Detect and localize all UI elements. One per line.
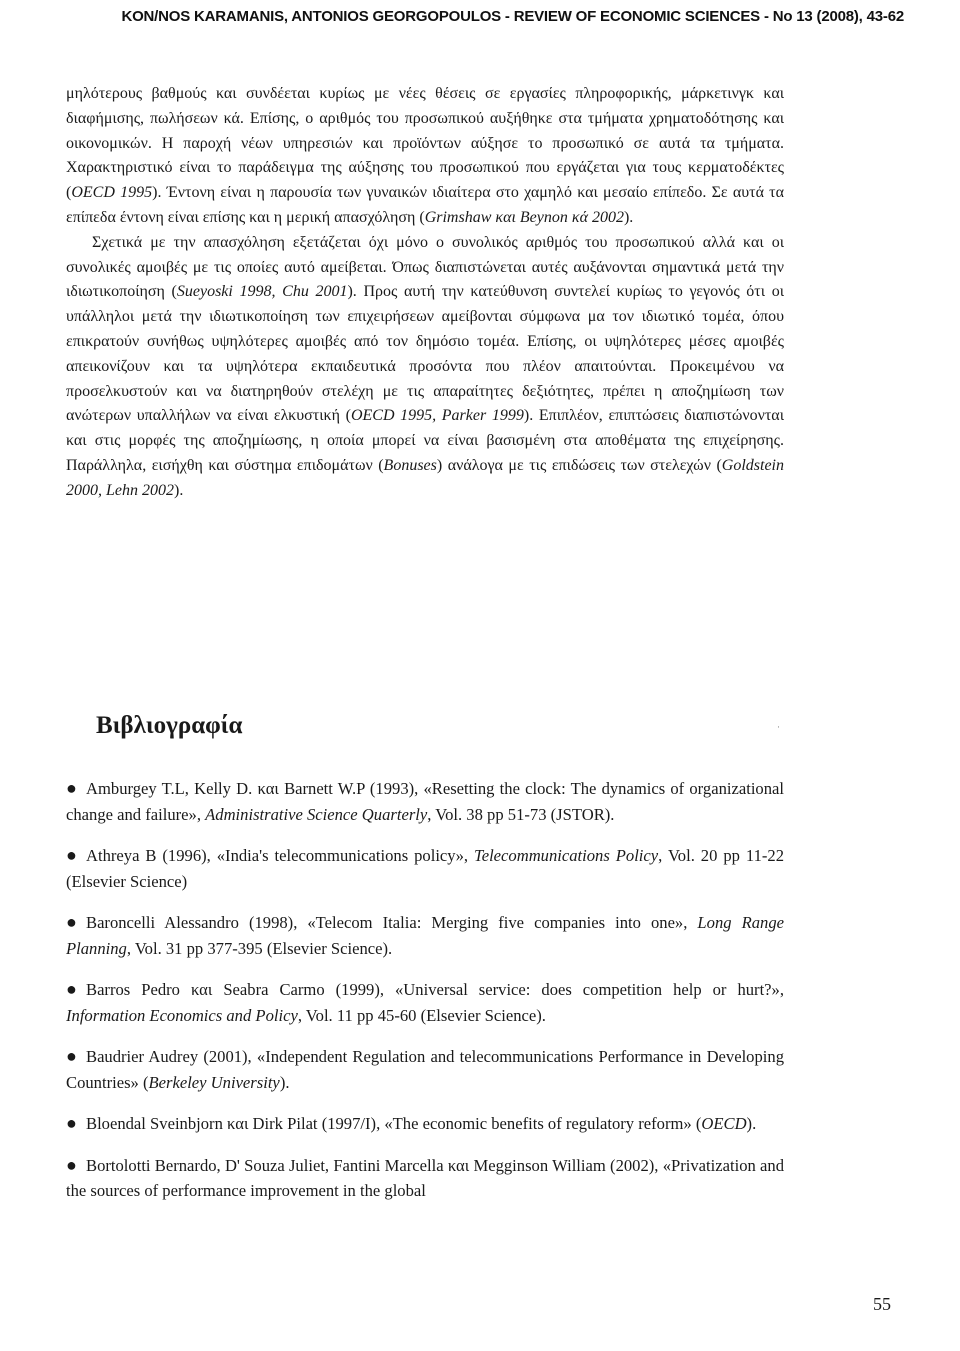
citation: Goldstein 2000, Lehn 2002: [66, 456, 784, 499]
section-title-bibliography: Βιβλιογραφία: [96, 712, 243, 739]
journal-title: Berkeley University: [148, 1072, 280, 1092]
scan-mark: ·: [777, 722, 780, 732]
journal-title: Telecommunications Policy: [474, 846, 659, 865]
body-text: [66, 82, 784, 504]
bullet-icon: ●: [66, 1113, 77, 1133]
journal-title: Information Economics and Policy: [66, 1005, 298, 1025]
citation: Sueyoski 1998, Chu 2001: [176, 283, 348, 301]
reference-item: ● Athreya B (1996), «India's telecommunications policy», Telecommunications Policy, Vol. 20 pp 11-22 (Elsevier Science): [66, 845, 784, 891]
reference-item: ● Bortolotti Bernardo, D' Souza Juliet, Fantini Marcella και Megginson William (2002), «Privatization and the sources of performance improvement in the global: [66, 1154, 784, 1200]
citation: OECD 1995, Parker 1999: [350, 407, 524, 425]
journal-title: OECD: [701, 1114, 747, 1133]
citation: OECD 1995: [71, 184, 153, 202]
bullet-icon: ●: [66, 1046, 77, 1066]
reference-list: [66, 776, 784, 1220]
bullet-icon: ●: [66, 1154, 77, 1175]
bullet-icon: ●: [66, 778, 77, 798]
paragraph-2: Σχετικά με την απασχόληση εξετάζεται όχι μόνο ο συνολικός αριθμός του προσωπικού αλλά και οι συνολικές αμοιβές με τις οποίες αυτό αμείβεται. Όπως διαπιστώνεται αυτές αυξάνονται σημαντικά μετά την ιδιωτικοποίηση (Sueyoski 1998, Chu 2001). Προς αυτή την κατεύθυνση συντελεί κυρίως το γεγονός ότι οι υπάλληλοι μετά την ιδιωτικοποίηση των επιχειρήσεων αμείβονται σύμφωνα μα τον ιδιωτικό τομέα, όπου επικρατούν συνήθως υψηλότερες αμοιβές από τον δημόσιο τομέα. Επίσης, οι υψηλότερες μέσες αμοιβές απεικονίζουν και τα υψηλότερα εκπαιδευτικά προσόντα που πλέον απαιτούνται. Προκειμένου να προσελκυστούν και να διατηρηθούν στελέχη με τις απαραίτητες δεξιότητες, πρέπει η αποζημίωση των ανώτερων υπαλλήλων να είναι ελκυστική (OECD 1995, Parker 1999). Επιπλέον, επιπτώσεις διαπιστώνονται και στις μορφές της αποζημίωσης, η οποία μπορεί να είναι βασισμένη στα αποθέματα της επιχείρησης. Παράλληλα, εισήχθη και σύστημα επιδομάτων (Bonuses) ανάλογα με τις επιδώσεις των στελεχών (Goldstein 2000, Lehn 2002).: [66, 233, 784, 499]
bullet-icon: ●: [66, 979, 77, 999]
reference-item: ● Amburgey T.L, Kelly D. και Barnett W.P (1993), «Resetting the clock: The dynamics of organizational change and failure», Administrative Science Quarterly, Vol. 38 pp 51-73 (JSTOR).: [66, 778, 784, 824]
journal-title: Administrative Science Quarterly: [205, 804, 428, 824]
citation: Bonuses: [383, 456, 437, 474]
reference-item: ● Baroncelli Alessandro (1998), «Telecom Italia: Merging five companies into one», Long Range Planning, Vol. 31 pp 377-395 (Elsevier Science).: [66, 912, 784, 958]
reference-item: ● Baudrier Audrey (2001), «Independent Regulation and telecommunications Performance in Developing Countries» (Berkeley University).: [66, 1046, 784, 1092]
bullet-icon: ●: [66, 912, 77, 932]
running-header: KON/NOS KARAMANIS, ANTONIOS GEORGOPOULOS - REVIEW OF ECONOMIC SCIENCES - No 13 (2008), 43-62: [121, 8, 904, 25]
journal-title: Long Range Planning: [66, 913, 784, 958]
citation: Grimshaw και Beynon κά 2002: [424, 208, 624, 226]
paragraph-1: μηλότερους βαθμούς και συνδέεται κυρίως με νέες θέσεις σε εργασίες πληροφορικής, μάρκετινγκ και διαφήμισης, πωλήσεων κά. Επίσης, ο αριθμός του προσωπικού αυξήθηκε στα τμήματα χρηματοδότησης και οικονομικών. Η παροχή νέων υπηρεσιών και προϊόντων αύξησε το προσωπικό σε αυτά τα τμήματα. Χαρακτηριστικό είναι το παράδειγμα της αύξησης του προσωπικού που εργάζεται για τους κερματοδέκτες (OECD 1995). Έντονη είναι η παρουσία των γυναικών ιδιαίτερα στο χαμηλό και μεσαίο επίπεδο. Σε αυτά τα επίπεδα έντονη είναι επίσης και η μερική απασχόληση (Grimshaw και Beynon κά 2002).: [66, 85, 784, 226]
reference-item: ● Bloendal Sveinbjorn και Dirk Pilat (1997/I), «The economic benefits of regulatory reform» (OECD).: [66, 1111, 784, 1137]
reference-item: ● Barros Pedro και Seabra Carmo (1999), «Universal service: does competition help or hurt?», Information Economics and Policy, Vol. 11 pp 45-60 (Elsevier Science).: [66, 979, 784, 1025]
page-number: 55: [873, 1294, 891, 1314]
bullet-icon: ●: [66, 845, 77, 865]
